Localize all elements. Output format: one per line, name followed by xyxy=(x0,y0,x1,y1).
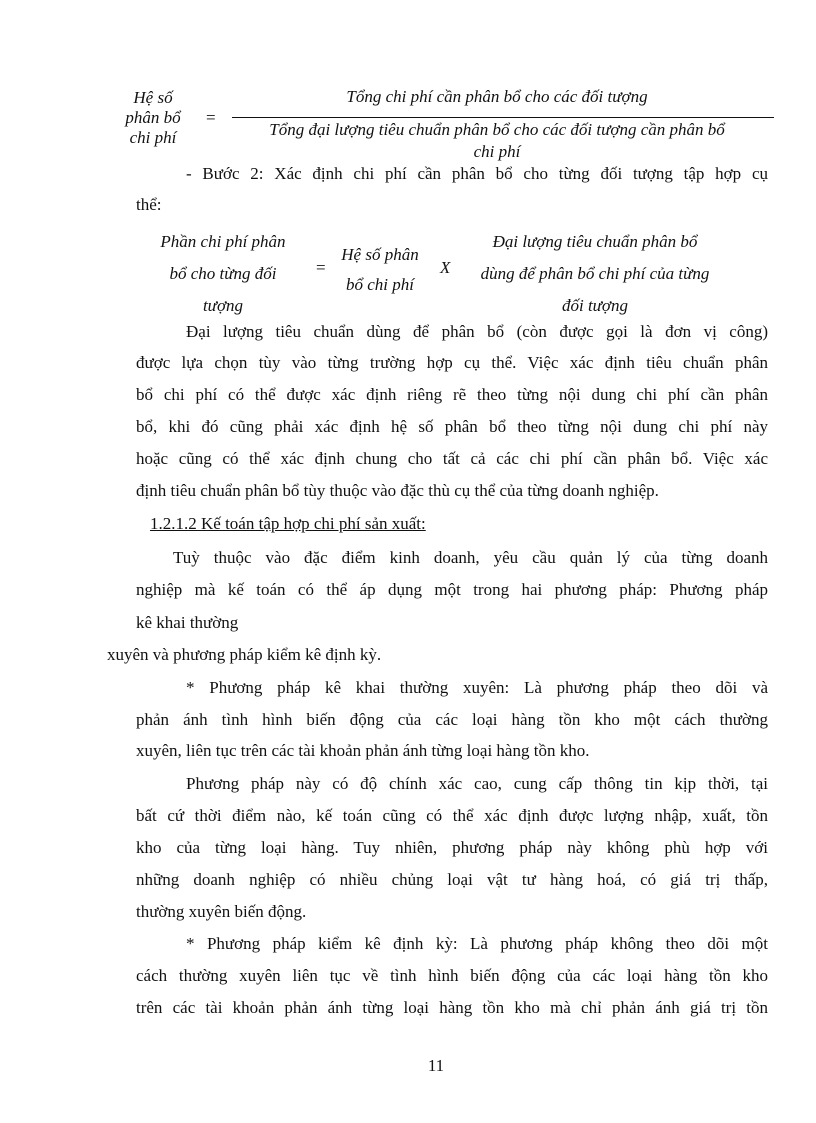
formula1-lhs: Hệ số phân bổ chi phí xyxy=(125,88,181,147)
formula1-denominator-line1: Tổng đại lượng tiêu chuẩn phân bổ cho các đối tượng cần phân bổ xyxy=(269,120,725,139)
formula1-equals: = xyxy=(206,108,216,127)
paragraph-line: được lựa chọn tùy vào từng trường hợp cụ thể. Việc xác định tiêu chuẩn phân xyxy=(136,353,768,372)
formula1-numerator: Tổng chi phí cần phân bổ cho các đối tượng xyxy=(346,87,648,106)
paragraph-line: trên các tài khoản phản ánh từng loại hàng tồn kho mà chỉ phản ánh giá trị tồn xyxy=(136,998,768,1017)
paragraph-line: phản ánh tình hình biến động của các loại hàng tồn kho một cách thường xyxy=(136,710,768,729)
paragraph-line: kho của từng loại hàng. Tuy nhiên, phương pháp này không phù hợp với xyxy=(136,838,768,857)
formula1-denominator-line2: chi phí xyxy=(473,142,521,161)
paragraph-line: kê khai thường xyxy=(136,613,239,632)
paragraph-line: Đại lượng tiêu chuẩn dùng để phân bổ (còn được gọi là đơn vị công) xyxy=(186,322,768,341)
paragraph-line: bổ chi phí có thể được xác định riêng rẽ theo từng nội dung chi phí cần phân xyxy=(136,385,768,404)
paragraph-line: * Phương pháp kiểm kê định kỳ: Là phương pháp không theo dõi một xyxy=(186,934,768,953)
formula2-rhs: Đại lượng tiêu chuẩn phân bổ dùng để phân bổ chi phí của từng đối tượng xyxy=(480,232,710,315)
page-number: 11 xyxy=(427,1056,445,1075)
paragraph-line: * Phương pháp kê khai thường xuyên: Là phương pháp theo dõi và xyxy=(186,678,768,697)
formula2-mid: Hệ số phân bổ chi phí xyxy=(341,245,419,294)
paragraph-line: những doanh nghiệp có nhiều chủng loại vật tư hàng hoá, có giá trị thấp, xyxy=(136,870,768,889)
step2-line1: - Bước 2: Xác định chi phí cần phân bổ cho từng đối tượng tập hợp cụ xyxy=(186,164,768,183)
formula2-equals: = xyxy=(316,258,326,277)
paragraph-line: Phương pháp này có độ chính xác cao, cung cấp thông tin kịp thời, tại xyxy=(186,774,768,793)
paragraph-line: bổ, khi đó cũng phải xác định hệ số phân bổ theo từng nội dung chi phí này xyxy=(136,417,768,436)
paragraph-line: Tuỳ thuộc vào đặc điểm kinh doanh, yêu cầu quản lý của từng doanh xyxy=(173,548,768,567)
paragraph-line: thường xuyên biến động. xyxy=(136,902,307,921)
paragraph-line: xuyên, liên tục trên các tài khoản phản ánh từng loại hàng tồn kho. xyxy=(136,741,590,760)
section-heading: 1.2.1.2 Kế toán tập hợp chi phí sản xuất: xyxy=(150,514,426,533)
formula1-fraction-bar xyxy=(232,117,774,118)
step2-line2: thể: xyxy=(136,195,162,214)
formula2-lhs: Phần chi phí phân bổ cho từng đối tượng xyxy=(160,232,286,315)
paragraph-line: hoặc cũng có thể xác định chung cho tất cả các chi phí cần phân bổ. Việc xác xyxy=(136,449,768,468)
paragraph-line: bất cứ thời điểm nào, kế toán cũng có thể xác định được lượng nhập, xuất, tồn xyxy=(136,806,768,825)
paragraph-line: cách thường xuyên liên tục về tình hình biến động của các loại hàng tồn kho xyxy=(136,966,768,985)
paragraph-line: định tiêu chuẩn phân bổ tùy thuộc vào đặc thù cụ thể của từng doanh nghiệp. xyxy=(136,481,659,500)
formula2-times: X xyxy=(440,258,451,277)
paragraph-line: xuyên và phương pháp kiểm kê định kỳ. xyxy=(107,645,382,664)
paragraph-line: nghiệp mà kế toán có thể áp dụng một trong hai phương pháp: Phương pháp xyxy=(136,580,768,599)
